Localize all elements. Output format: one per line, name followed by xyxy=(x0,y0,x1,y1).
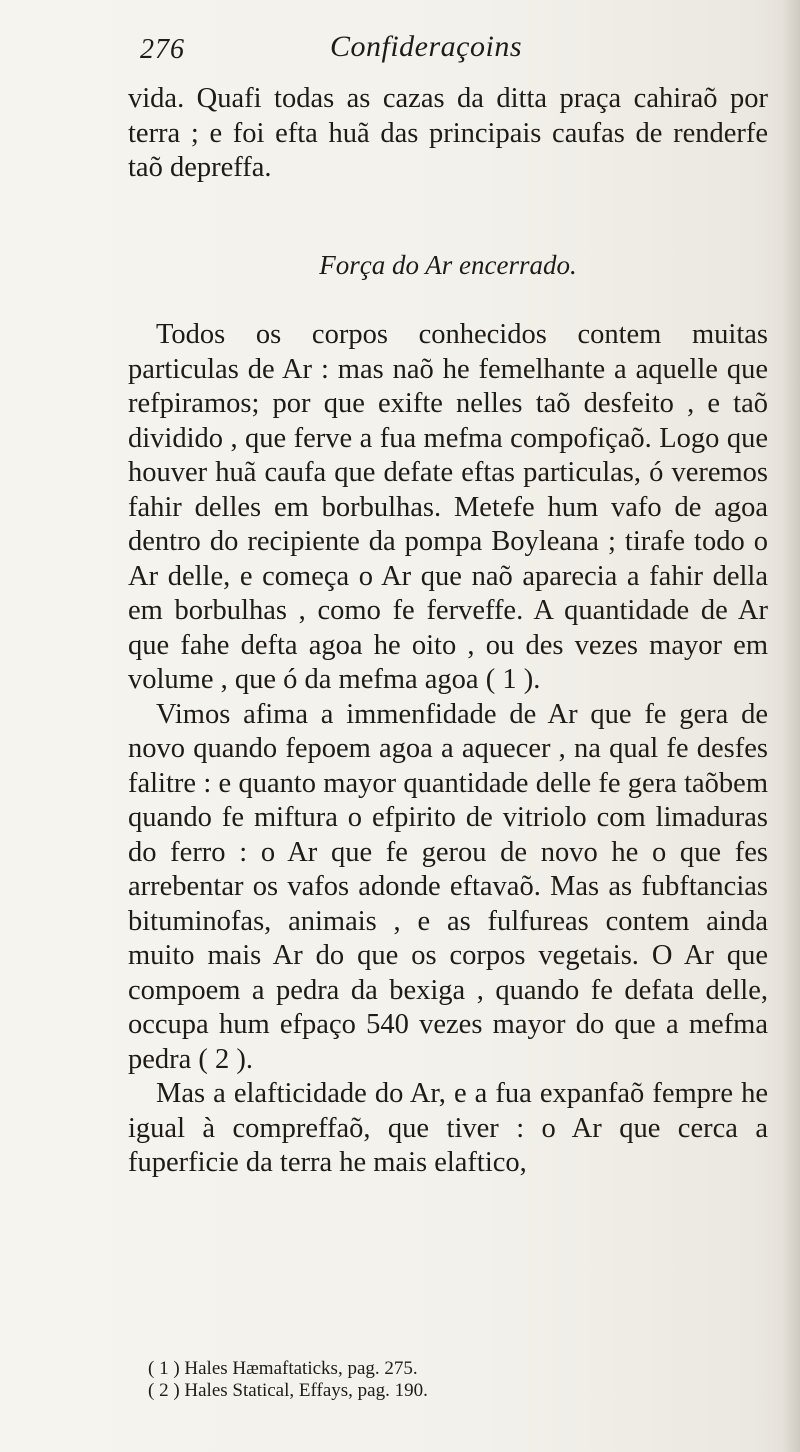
page-edge-shadow xyxy=(782,0,800,1452)
page-number: 276 xyxy=(140,34,185,65)
section-heading: Força do Ar encerrado. xyxy=(319,249,577,280)
paragraph-1: Todos os corpos conhecidos contem muitas particulas de Ar : mas naõ he femelhante a aquelle que refpiramos; por que exifte nelles taõ desfeito , e taõ dividido , que ferve a fua mefma compofiçaõ. Logo que houver huã caufa que defate eftas particulas, ó veremos fahir delles em borbulhas. Metefe hum vafo de agoa dentro do recipiente da pompa Boyleana ; tirafe todo o Ar delle, e começa o Ar que naõ aparecia a fahir della em borbulhas , como fe ferveffe. A quantidade de Ar que fahe defta agoa he oito , ou des vezes mayor em volume , que ó da mefma agoa ( 1 ). xyxy=(128,319,768,695)
footnotes xyxy=(148,1358,708,1402)
intro-paragraph: vida. Quafi todas as cazas da ditta praça cahiraõ por terra ; e foi efta huã das principais caufas de renderfe taõ depreffa. xyxy=(128,83,768,183)
paragraph-2: Vimos afima a immenfidade de Ar que fe gera de novo quando fepoem agoa a aquecer , na qual fe desfes falitre : e quanto mayor quantidade delle fe gera taõbem quando fe miftura o efpirito de vitriolo com limaduras do ferro : o Ar que fe gerou de novo he o que fes arrebentar os vafos adonde eftavaõ. Mas as fubftancias bituminofas, animais , e as fulfureas contem ainda muito mais Ar do que os corpos vegetais. O Ar que compoem a pedra da bexiga , quando fe defata delle, occupa hum efpaço 540 vezes mayor do que a mefma pedra ( 2 ). xyxy=(128,698,768,1075)
running-title: Confideraçoins xyxy=(330,30,522,63)
page-header xyxy=(120,28,680,80)
footnote-2: ( 2 ) Hales Statical, Effays, pag. 190. xyxy=(148,1380,428,1401)
page-body xyxy=(128,82,768,1181)
footnote-1: ( 1 ) Hales Hæmaftaticks, pag. 275. xyxy=(148,1358,418,1379)
paragraph-3: Mas a elafticidade do Ar, e a fua expanfaõ fempre he igual à compreffaõ, que tiver : o Ar que cerca a fuperficie da terra he mais elaftico, xyxy=(128,1078,768,1178)
